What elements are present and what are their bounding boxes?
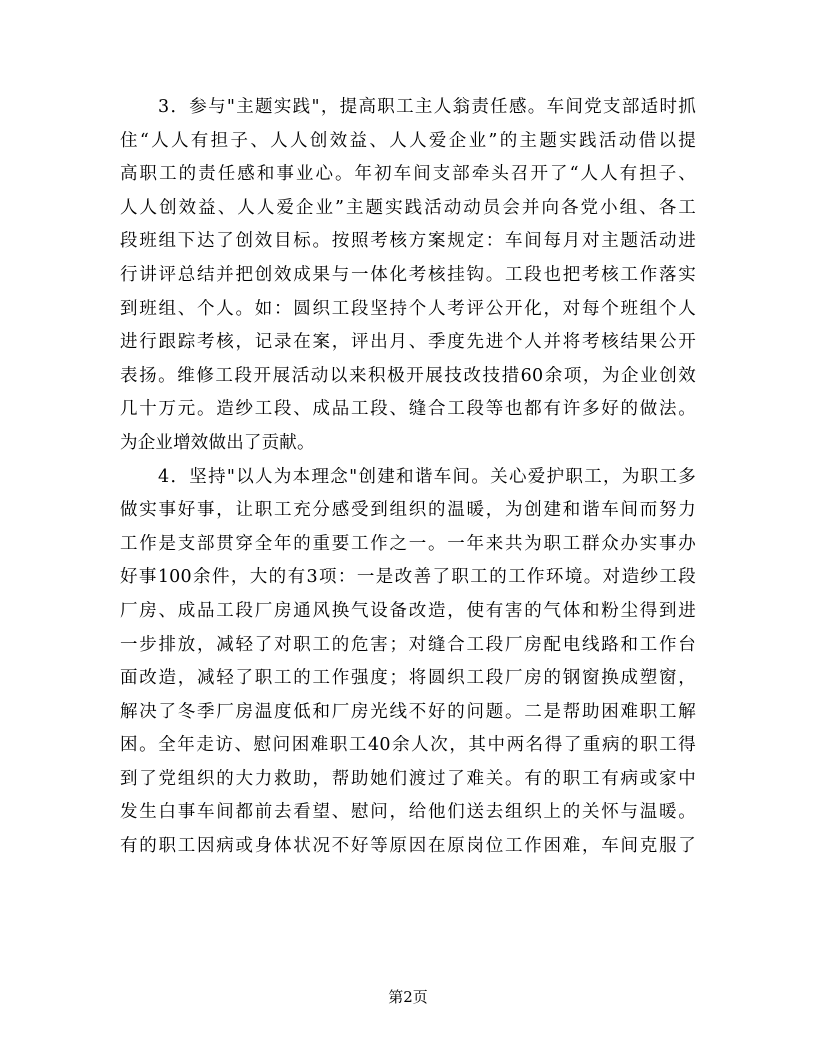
text-line: 行讲评总结并把创效成果与一体化考核挂钩。工段也把考核工作落实 [120, 264, 696, 285]
document-body [120, 91, 696, 864]
text-line: 表扬。维修工段开展活动以来积极开展技改技措60余项，为企业创效 [120, 365, 696, 386]
text-line: 几十万元。造纱工段、成品工段、缝合工段等也都有许多好的做法。 [120, 399, 696, 420]
page-number: 第2页 [388, 988, 428, 1006]
text-line: 做实事好事，让职工充分感受到组织的温暖，为创建和谐车间而努力 [120, 500, 696, 521]
text-line: 人人创效益、人人爱企业”主题实践活动动员会并向各党小组、各工 [120, 197, 696, 218]
text-line: 面改造，减轻了职工的工作强度；将圆织工段厂房的钢窗换成塑窗， [120, 668, 696, 689]
paragraph-3 [120, 91, 696, 461]
text-line: 有的职工因病或身体状况不好等原因在原岗位工作困难，车间克服了 [120, 836, 696, 857]
text-line: 进行跟踪考核，记录在案，评出月、季度先进个人并将考核结果公开 [120, 332, 696, 353]
text-line: 段班组下达了创效目标。按照考核方案规定：车间每月对主题活动进 [120, 231, 696, 252]
text-line: 住“人人有担子、人人创效益、人人爱企业”的主题实践活动借以提 [120, 130, 696, 151]
text-line: 到了党组织的大力救助，帮助她们渡过了难关。有的职工有病或家中 [120, 768, 696, 789]
text-line: 好事100余件，大的有3项：一是改善了职工的工作环境。对造纱工段 [120, 567, 696, 588]
text-line: 为企业增效做出了贡献。 [120, 432, 315, 453]
text-line: 工作是支部贯穿全年的重要工作之一。一年来共为职工群众办实事办 [120, 533, 696, 554]
text-line: 一步排放，减轻了对职工的危害；对缝合工段厂房配电线路和工作台 [120, 634, 696, 655]
text-line: 高职工的责任感和事业心。年初车间支部牵头召开了“人人有担子、 [120, 164, 696, 185]
text-line: 4．坚持"以人为本理念"创建和谐车间。关心爱护职工，为职工多 [158, 466, 696, 487]
text-line: 3．参与"主题实践"，提高职工主人翁责任感。车间党支部适时抓 [158, 97, 696, 117]
text-line: 困。全年走访、慰问困难职工40余人次，其中两名得了重病的职工得 [120, 735, 696, 756]
paragraph-4 [120, 461, 696, 864]
text-line: 厂房、成品工段厂房通风换气设备改造，使有害的气体和粉尘得到进 [120, 600, 696, 621]
text-line: 发生白事车间都前去看望、慰问，给他们送去组织上的关怀与温暖。 [120, 802, 696, 823]
text-line: 到班组、个人。如：圆织工段坚持个人考评公开化，对每个班组个人 [120, 298, 696, 319]
text-line: 解决了冬季厂房温度低和厂房光线不好的问题。二是帮助困难职工解 [120, 701, 696, 722]
